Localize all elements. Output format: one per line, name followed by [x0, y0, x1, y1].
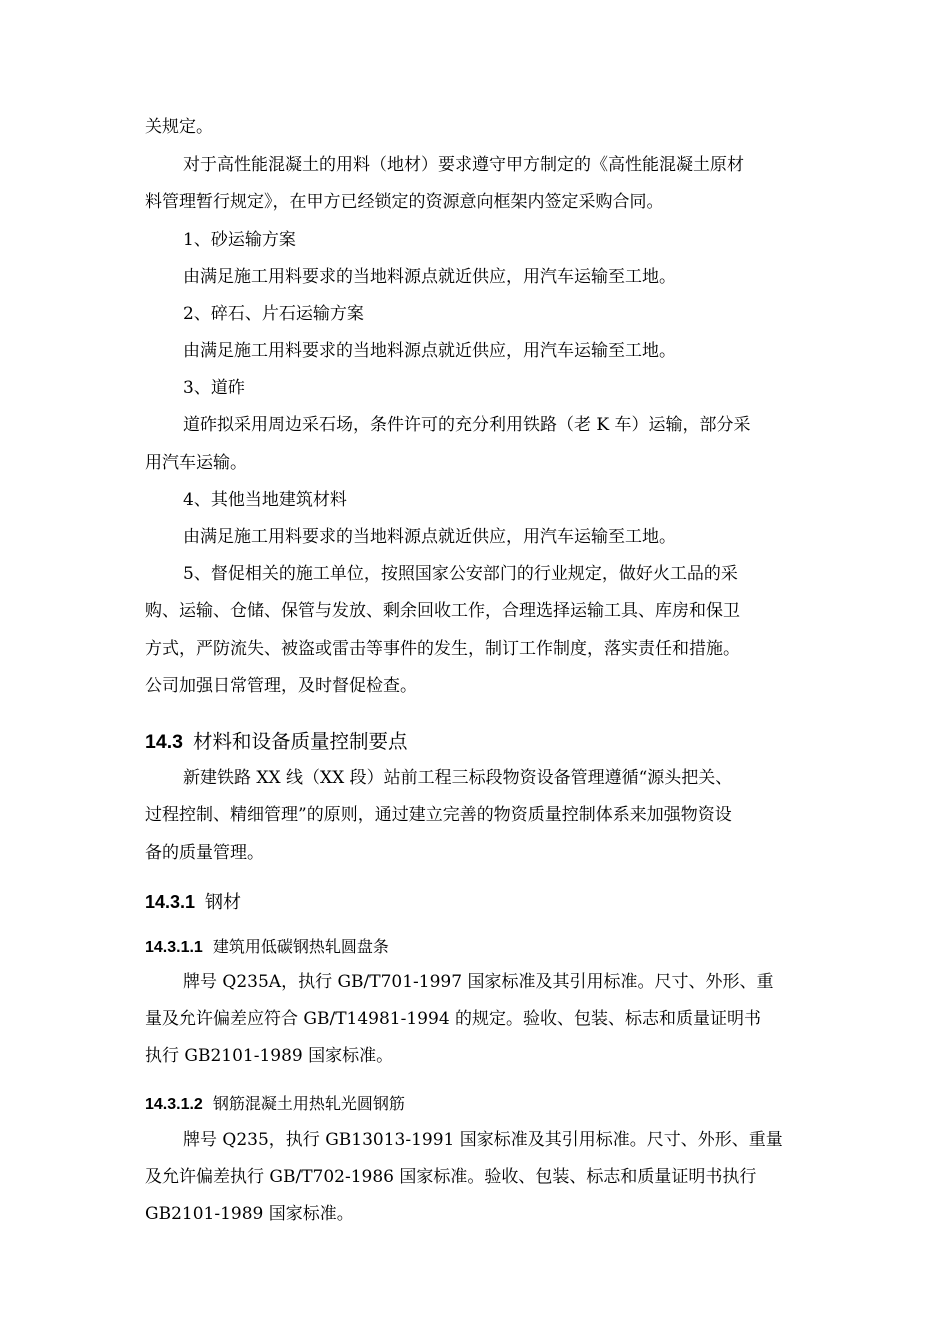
- paragraph-line: 关规定。: [145, 117, 213, 137]
- section-number: 14.3.1: [145, 892, 196, 912]
- paragraph-line: GB2101-1989 国家标准。: [145, 1204, 354, 1224]
- paragraph-line: 过程控制、精细管理”的原则，通过建立完善的物资质量控制体系来加强物资设: [145, 805, 732, 825]
- paragraph-line: 量及允许偏差应符合 GB/T14981-1994 的规定。验收、包装、标志和质量证明书: [145, 1009, 762, 1029]
- paragraph-line: 道砟拟采用周边采石场，条件许可的充分利用铁路（老 K 车）运输，部分采: [183, 415, 751, 435]
- section-heading-14-3-1-1: [145, 936, 389, 959]
- section-title: 钢材: [205, 892, 242, 913]
- section-title: 钢筋混凝土用热轧光圆钢筋: [212, 1094, 405, 1113]
- section-heading-14-3: [145, 729, 407, 755]
- section-heading-14-3-1-2: [145, 1093, 405, 1116]
- list-item-heading: 3、道砟: [183, 378, 245, 398]
- section-heading-14-3-1: [145, 889, 241, 916]
- paragraph-line: 及允许偏差执行 GB/T702-1986 国家标准。验收、包装、标志和质量证明书执行: [145, 1167, 757, 1187]
- section-number: 14.3.1.2: [145, 1096, 203, 1113]
- paragraph-line: 牌号 Q235，执行 GB13013-1991 国家标准及其引用标准。尺寸、外形、重量: [183, 1130, 783, 1150]
- paragraph-line: 5、督促相关的施工单位，按照国家公安部门的行业规定，做好火工品的采: [183, 564, 738, 584]
- paragraph-line: 料管理暂行规定》，在甲方已经锁定的资源意向框架内签定采购合同。: [145, 192, 664, 212]
- paragraph-line: 执行 GB2101-1989 国家标准。: [145, 1046, 394, 1066]
- paragraph-line: 新建铁路 XX 线（XX 段）站前工程三标段物资设备管理遵循“源头把关、: [183, 768, 733, 788]
- paragraph-line: 由满足施工用料要求的当地料源点就近供应，用汽车运输至工地。: [183, 267, 676, 287]
- paragraph-line: 公司加强日常管理，及时督促检查。: [145, 676, 417, 696]
- section-title: 建筑用低碳钢热轧圆盘条: [212, 937, 389, 956]
- paragraph-line: 牌号 Q235A，执行 GB/T701-1997 国家标准及其引用标准。尺寸、外形、重: [183, 972, 774, 992]
- paragraph-line: 由满足施工用料要求的当地料源点就近供应，用汽车运输至工地。: [183, 527, 676, 547]
- paragraph-line: 备的质量管理。: [145, 843, 264, 863]
- list-item-heading: 4、其他当地建筑材料: [183, 490, 347, 510]
- section-title: 材料和设备质量控制要点: [192, 730, 408, 753]
- section-number: 14.3: [145, 731, 183, 753]
- section-number: 14.3.1.1: [145, 939, 203, 956]
- list-item-heading: 2、碎石、片石运输方案: [183, 304, 364, 324]
- paragraph-line: 购、运输、仓储、保管与发放、剩余回收工作，合理选择运输工具、库房和保卫: [145, 601, 740, 621]
- paragraph-line: 方式，严防流失、被盗或雷击等事件的发生，制订工作制度，落实责任和措施。: [145, 639, 740, 659]
- paragraph-line: 由满足施工用料要求的当地料源点就近供应，用汽车运输至工地。: [183, 341, 676, 361]
- paragraph-line: 对于高性能混凝土的用料（地材）要求遵守甲方制定的《高性能混凝土原材: [183, 155, 744, 175]
- paragraph-line: 用汽车运输。: [145, 453, 247, 473]
- list-item-heading: 1、砂运输方案: [183, 230, 296, 250]
